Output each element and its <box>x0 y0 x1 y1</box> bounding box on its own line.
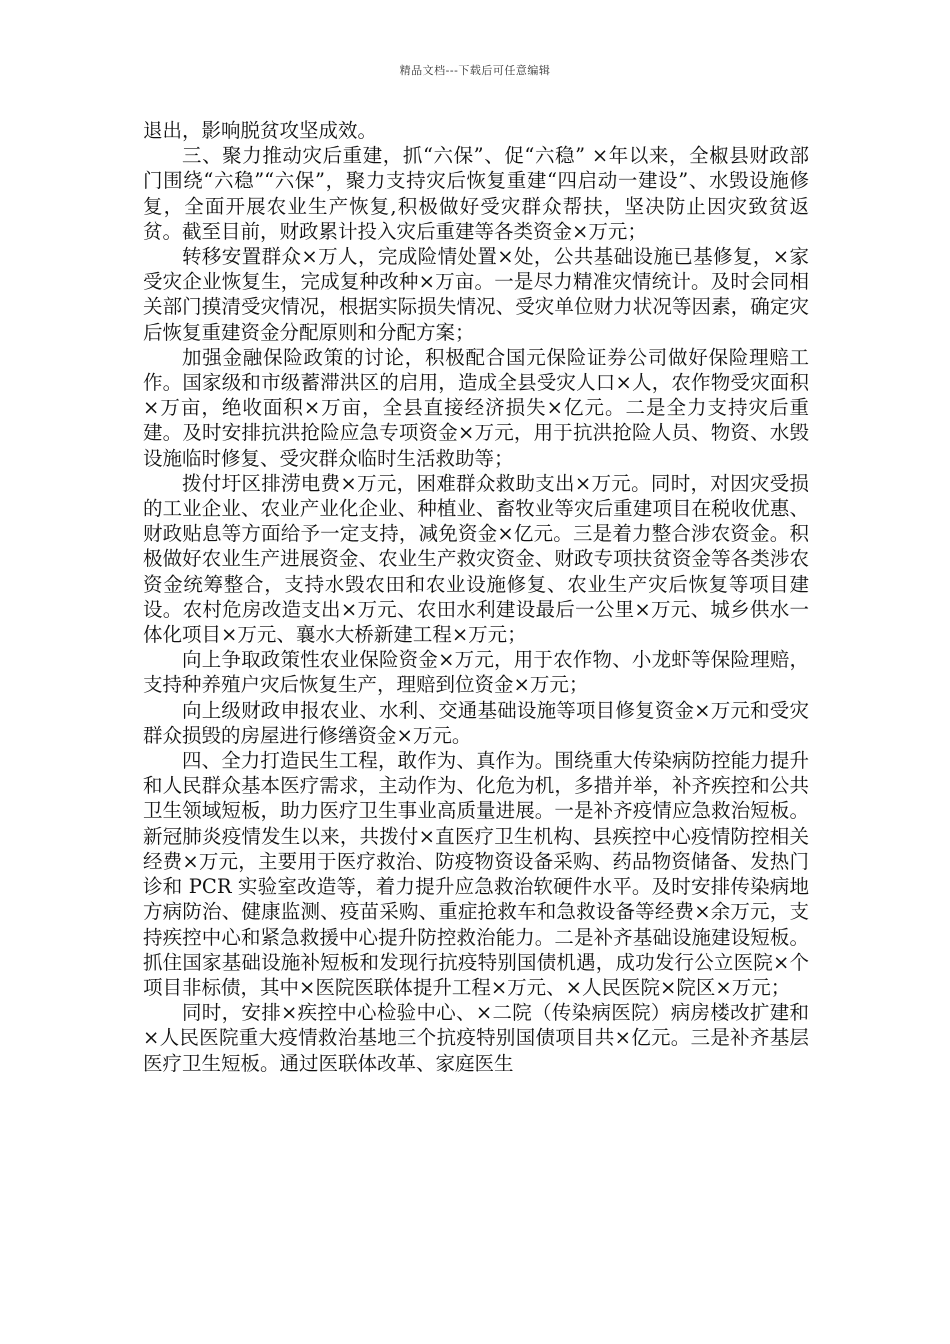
paragraph-7: 向上级财政申报农业、水利、交通基础设施等项目修复资金×万元和受灾群众损毁的房屋进行修缮资金×万元。 <box>143 698 809 747</box>
paragraph-6: 向上争取政策性农业保险资金×万元，用于农作物、小龙虾等保险理赔，支持种养殖户灾后恢复生产，理赔到位资金×万元； <box>143 648 809 697</box>
paragraph-3: 转移安置群众×万人，完成险情处置×处，公共基础设施已基修复，×家受灾企业恢复生，完成复种改种×万亩。一是尽力精准灾情统计。及时会同相关部门摸清受灾情况，根据实际损失情况、受灾单位财力状况等因素，确定灾后恢复重建资金分配原则和分配方案； <box>143 245 809 344</box>
paragraph-1: 退出，影响脱贫攻坚成效。 <box>143 119 378 142</box>
paragraph-9: 同时，安排×疾控中心检验中心、×二院（传染病医院）病房楼改扩建和×人民医院重大疫情救治基地三个抗疫特别国债项目共×亿元。三是补齐基层医疗卫生短板。通过医联体改革、家庭医生 <box>143 1001 809 1075</box>
paragraph-2: 三、聚力推动灾后重建，抓“六保”、促“六稳” ×年以来，全椒县财政部门围绕“六稳”“六保”，聚力支持灾后恢复重建“四启动一建设”、水毁设施修复，全面开展农业生产恢复,积极做好受灾群众帮扶，坚决防止因灾致贫返贫。截至目前，财政累计投入灾后重建等各类资金×万元； <box>143 144 809 243</box>
page-header: 精品文档---下载后可任意编辑 <box>399 64 551 77</box>
paragraph-4: 加强金融保险政策的讨论，积极配合国元保险证券公司做好保险理赔工作。国家级和市级蓄滞洪区的启用，造成全县受灾人口×人，农作物受灾面积×万亩，绝收面积×万亩，全县直接经济损失×亿元。二是全力支持灾后重建。及时安排抗洪抢险应急专项资金×万元，用于抗洪抢险人员、物资、水毁设施临时修复、受灾群众临时生活救助等； <box>143 345 809 470</box>
paragraph-5: 拨付圩区排涝电费×万元，困难群众救助支出×万元。同时，对因灾受损的工业企业、农业产业化企业、种植业、畜牧业等灾后重建项目在税收优惠、财政贴息等方面给予一定支持，减免资金×亿元。三是着力整合涉农资金。积极做好农业生产进展资金、农业生产救灾资金、财政专项扶贫资金等各类涉农资金统筹整合，支持水毁农田和农业设施修复、农业生产灾后恢复等项目建设。农村危房改造支出×万元、农田水利建设最后一公里×万元、城乡供水一体化项目×万元、襄水大桥新建工程×万元； <box>143 471 809 647</box>
paragraph-8: 四、全力打造民生工程，敢作为、真作为。围绕重大传染病防控能力提升和人民群众基本医疗需求，主动作为、化危为机，多措并举，补齐疾控和公共卫生领域短板，助力医疗卫生事业高质量进展。一是补齐疫情应急救治短板。新冠肺炎疫情发生以来，共拨付×直医疗卫生机构、县疾控中心疫情防控相关经费×万元，主要用于医疗救治、防疫物资设备采购、药品物资储备、发热门诊和 PCR 实验室改造等，着力提升应急救治软硬件水平。及时安排传染病地方病防治、健康监测、疫苗采购、重症抢救车和急救设备等经费×余万元，支持疾控中心和紧急救援中心提升防控救治能力。二是补齐基础设施建设短板。抓住国家基础设施补短板和发现行抗疫特别国债机遇，成功发行公立医院×个项目非标债，其中×医院医联体提升工程×万元、×人民医院×院区×万元； <box>143 749 809 999</box>
document-body <box>143 118 809 1076</box>
